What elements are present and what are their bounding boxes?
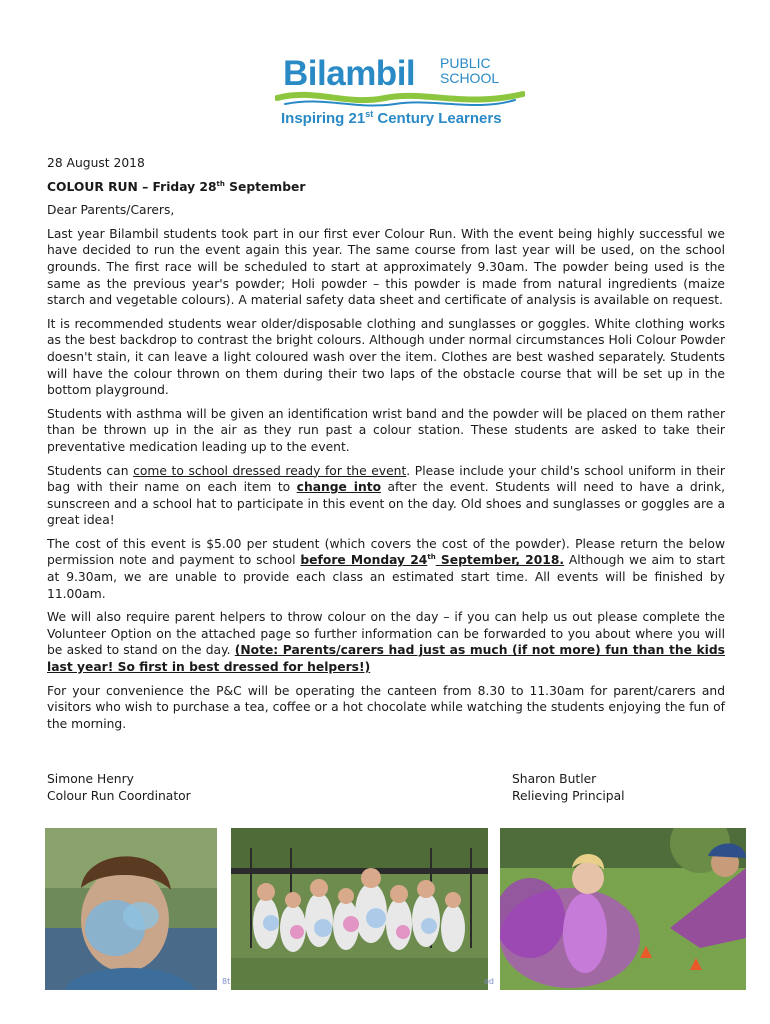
letter-date: 28 August 2018 bbox=[47, 156, 145, 170]
photo-boy-blue-powder bbox=[45, 828, 217, 990]
paragraph-cost: The cost of this event is $5.00 per student (which covers the cost of the powder). Please return the below permission note and payment to school before Monday 24th September, 2018. Although we aim to start at 9.30am, we are unable to provide each class an estimated start time. All events will be finished by 11.00am. bbox=[47, 536, 726, 601]
paragraph-clothing: It is recommended students wear older/disposable clothing and sunglasses or goggles. White clothing works as the best backdrop to contrast the bright colours. Although under normal circumstances Holi Colour Powder doesn't stain, it can leave a light coloured wash over the item. Clothes are best washed separately. Students will have the colour thrown on them during their two laps of the obstacle course that will be set up in the bottom playground. bbox=[47, 316, 725, 398]
signature-coordinator bbox=[47, 771, 191, 805]
paragraph-asthma: Students with asthma will be given an identification wrist band and the powder will be placed on them rather than be thrown up in the air as they run past a colour station. These students are asked to take their preventative medication leading up to the event. bbox=[47, 406, 725, 454]
school-tagline: Inspiring 21st Century Learners bbox=[281, 109, 502, 127]
coordinator-name: Simone Henry bbox=[47, 772, 134, 786]
letter-greeting: Dear Parents/Carers, bbox=[47, 203, 175, 218]
principal-name: Sharon Butler bbox=[512, 772, 597, 786]
paragraph-intro: Last year Bilambil students took part in our first ever Colour Run. With the event being highly successful we have decided to run the event again this year. The same course from last year will be used, on the school grounds. The first race will be scheduled to start at approximately 9.30am. The powder being used is the same as the previous year's powder; Holi powder – this powder is made from natural ingredients (maize starch and vegetable colours). A material safety data sheet and certificate of analysis is available on request. bbox=[47, 226, 725, 308]
logo-sub-public: PUBLIC bbox=[440, 55, 491, 71]
footer-fragment-left: 8t bbox=[222, 977, 231, 986]
signature-principal bbox=[512, 771, 625, 805]
letter-body bbox=[47, 155, 725, 739]
school-logo-name: Bilambil bbox=[283, 54, 416, 93]
photo-group-children bbox=[231, 828, 488, 990]
principal-title: Relieving Principal bbox=[512, 789, 625, 803]
school-logo-subtitle bbox=[440, 56, 499, 86]
footer-fragment-mid: ed bbox=[484, 977, 494, 986]
photo-girl-purple-powder bbox=[500, 828, 746, 990]
coordinator-title: Colour Run Coordinator bbox=[47, 789, 191, 803]
letterhead bbox=[0, 44, 770, 134]
paragraph-canteen: For your convenience the P&C will be operating the canteen from 8.30 to 11.30am for parent/carers and visitors who wish to purchase a tea, coffee or a hot chocolate while watching the students enjoying the fun of the morning. bbox=[47, 683, 725, 731]
paragraph-uniform: Students can come to school dressed ready for the event. Please include your child's school uniform in their bag with their name on each item to change into after the event. Students will need to have a drink, sunscreen and a school hat to participate in this event on the day. Old shoes and sunglasses or goggles are a great idea! bbox=[47, 463, 725, 528]
paragraph-helpers: We will also require parent helpers to throw colour on the day – if you can help us out please complete the Volunteer Option on the attached page so further information can be forwarded to you about where you will be asked to stand on the day. (Note: Parents/carers had just as much (if not more) fun than the kids last year! So first in best dressed for helpers!) bbox=[47, 610, 726, 675]
logo-sub-school: SCHOOL bbox=[440, 70, 500, 86]
letter-subject: COLOUR RUN – Friday 28th September bbox=[47, 179, 306, 194]
